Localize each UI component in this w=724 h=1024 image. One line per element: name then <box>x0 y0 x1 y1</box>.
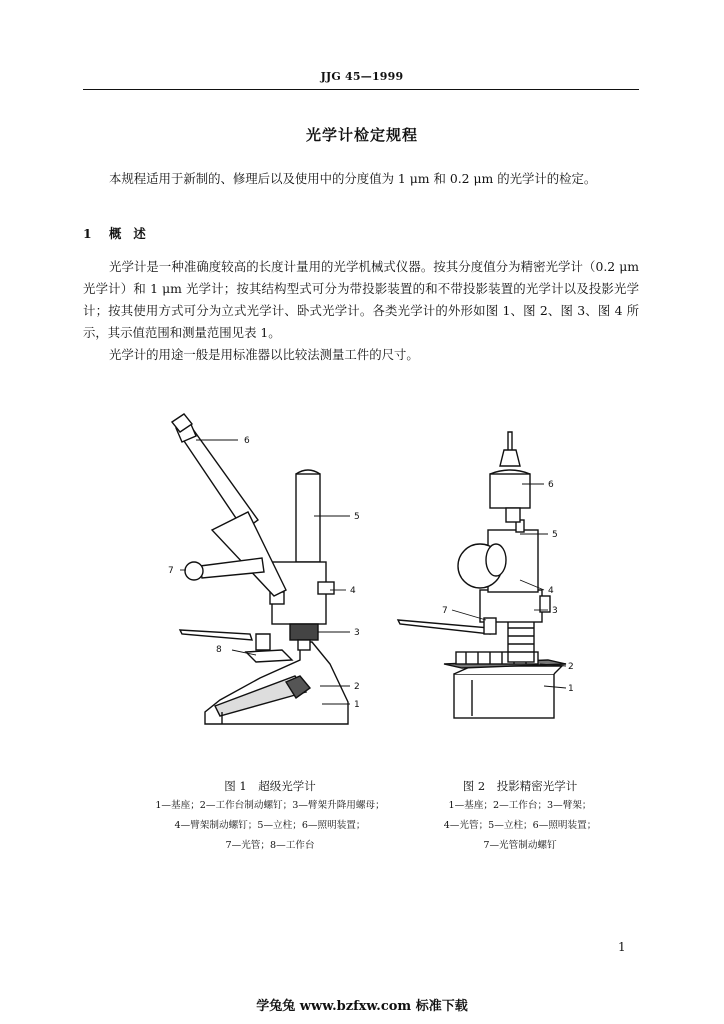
fig2-label-7: 7 <box>442 606 448 616</box>
section-number: 1 <box>83 226 92 241</box>
page-number: 1 <box>618 940 626 954</box>
fig2-label-3: 3 <box>552 606 558 616</box>
footer-watermark: 学兔兔 www.bzfxw.com 标准下载 <box>256 999 468 1014</box>
figure2-legend-line: 1—基座；2—工作台；3—臂架； <box>448 800 592 811</box>
figure2-drawing <box>398 432 566 718</box>
overview-paragraph: 光学计是一种准确度较高的长度计量用的光学机械式仪器。按其分度值分为精密光学计（0.2 μm 光学计）和 1 μm 光学计；按其结构型式可分为带投影装置的和不带投影装置的光学计以及投影光学计；按其使用方式可分为立式光学计、卧式光学计。各类光学计的外形如图 1、图 2、图 3、图 4 所示，其示值范围和测量范围见表 1。 <box>83 259 639 340</box>
fig1-label-2: 2 <box>354 682 360 692</box>
figure1-legend-line: 4—臂架制动螺钉；5—立柱；6—照明装置； <box>174 820 366 831</box>
fig2-label-6: 6 <box>548 480 554 490</box>
fig1-label-5: 5 <box>354 512 360 522</box>
section-title: 概述 <box>109 226 158 241</box>
fig2-label-1: 1 <box>568 684 574 694</box>
fig2-label-5: 5 <box>552 530 558 540</box>
figure1-legend-line: 1—基座；2—工作台制动螺钉；3—臂架升降用螺母； <box>155 800 385 811</box>
figure1-legend <box>130 796 410 856</box>
fig1-label-1: 1 <box>354 700 360 710</box>
fig1-label-6: 6 <box>244 436 250 446</box>
intro-paragraph: 本规程适用于新制的、修理后以及使用中的分度值为 1 μm 和 0.2 μm 的光学计的检定。 <box>109 171 597 186</box>
figure1-drawing <box>172 414 348 724</box>
fig2-label-4: 4 <box>548 586 554 596</box>
document-title: 光学计检定规程 <box>305 126 418 144</box>
figure1-legend-line: 7—光管；8—工作台 <box>225 840 315 851</box>
fig1-label-8: 8 <box>216 645 222 655</box>
figure2-legend-line: 7—光管制动螺钉 <box>483 840 557 851</box>
fig1-label-3: 3 <box>354 628 360 638</box>
fig1-label-4: 4 <box>350 586 356 596</box>
figure2-legend-line: 4—光管；5—立柱；6—照明装置； <box>443 820 597 831</box>
usage-paragraph: 光学计的用途一般是用标准器以比较法测量工件的尺寸。 <box>109 347 419 362</box>
figure2-legend <box>400 796 640 856</box>
figure2-caption: 图 2 投影精密光学计 <box>462 779 578 793</box>
fig1-label-7: 7 <box>168 566 174 576</box>
figure1-caption: 图 1 超级光学计 <box>224 779 316 793</box>
standard-code-header: JJG 45—1999 <box>320 70 404 83</box>
fig2-label-2: 2 <box>568 662 574 672</box>
